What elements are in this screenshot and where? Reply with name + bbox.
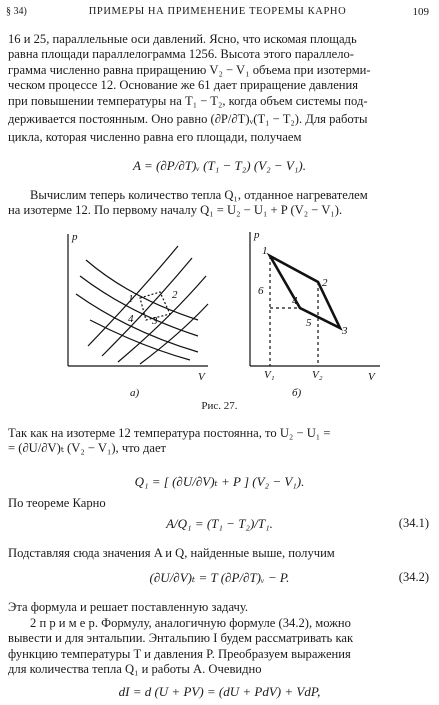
tick-v1: V₁ (264, 369, 275, 381)
figure-27 (30, 228, 400, 416)
equation-enthalpy: dI = d (U + PV) = (dU + PdV) + VdP, (118, 684, 321, 699)
page-number: 109 (412, 6, 429, 18)
equation-34-2: (∂U/∂V)ₜ = T (∂P/∂T)ᵥ − P. (149, 570, 290, 585)
point-label: 4 (292, 295, 298, 307)
text-line: цикла, которая численно равна его площади, получаем (8, 130, 302, 145)
text-line: равна площади параллелограмма 1256. Высота этого параллело- (8, 47, 354, 62)
sub-caption-b: б) (292, 387, 302, 399)
text-line: ческом процессе 12. Основание же 61 дает приращение давления (8, 78, 359, 93)
paragraph-3 (8, 426, 429, 457)
point-label: 1 (128, 293, 134, 305)
point-label: 2 (322, 277, 328, 289)
axis-label-v-left: V (198, 371, 205, 383)
paragraph-1 (8, 32, 429, 146)
text-line: при повышении температуры на T₁ − T₂, когда объем системы под- (8, 93, 368, 108)
text-line: для количества тепла Q₁ и работы A. Очевидно (8, 662, 262, 677)
page-header (6, 6, 429, 22)
paragraph-6: Эта формула и решает поставленную задачу. (8, 600, 249, 614)
text-line: 2 п р и м е р. Формулу, аналогичную формуле (34.2), можно (30, 616, 351, 630)
sub-caption-a: a) (130, 387, 140, 399)
equation-carno: A/Q₁ = (T₁ − T₂)/T₁. (166, 516, 273, 531)
paragraph-2 (8, 188, 429, 219)
axis-label-p-right: p (254, 229, 260, 241)
paragraph-7 (8, 616, 429, 678)
section-number: § 34) (6, 6, 27, 17)
point-label: 6 (258, 285, 264, 297)
point-label: 4 (128, 313, 134, 325)
paragraph-5: Подставляя сюда значения A и Q, найденные выше, получим (8, 546, 335, 560)
figure-caption: Рис. 27. (201, 400, 238, 412)
point-label: 3 (342, 325, 348, 337)
text-line: = (∂U/∂V)ₜ (V₂ − V₁), что дает (8, 441, 167, 456)
equation-work: A = (∂P/∂T)ᵥ (T₁ − T₂) (V₂ − V₁). (133, 158, 306, 173)
text-line: вывести и для энтальпии. Энтальпию I будем рассматривать как (8, 631, 354, 646)
carnot-cycle (270, 256, 340, 328)
running-title: ПРИМЕРЫ НА ПРИМЕНЕНИЕ ТЕОРЕМЫ КАРНО (88, 6, 347, 17)
equation-number: (34.1) (398, 516, 429, 530)
tick-v2: V₂ (312, 369, 323, 381)
isotherm-curve (76, 294, 198, 352)
text-line: функцию температуры T и давления P. Преобразуем выражения (8, 646, 351, 661)
isotherm-curve (90, 320, 190, 360)
axis-label-p-left: p (72, 231, 78, 243)
text-line: на изотерме 12. По первому началу Q₁ = U₂ − U₁ + P (V₂ − V₁). (8, 203, 343, 218)
point-label: 1 (262, 245, 268, 257)
text-line: 16 и 25, параллельные оси давлений. Ясно, что искомая площадь (8, 32, 357, 46)
text-line: грамма численно равна приращению V₂ − V₁ объема при изотерми- (8, 62, 371, 77)
text-line: держивается постоянным. Оно равно (∂P/∂T)ᵥ(T₁ − T₂). Для работы (8, 112, 368, 127)
point-label: 2 (172, 289, 178, 301)
point-label: 3 (152, 315, 158, 327)
point-label: 5 (306, 317, 312, 329)
equation-q1: Q₁ = [ (∂U/∂V)ₜ + P ] (V₂ − V₁). (134, 474, 305, 489)
paragraph-4: По теореме Карно (8, 496, 106, 510)
text-line: Так как на изотерме 12 температура постоянна, то U₂ − U₁ = (8, 426, 331, 440)
text-line: Вычислим теперь количество тепла Q₁, отданное нагревателем (30, 188, 368, 202)
equation-number: (34.2) (398, 570, 429, 584)
axis-label-v-right: V (368, 371, 375, 383)
adiabat-curve (102, 258, 192, 356)
isotherm-curve (80, 276, 198, 336)
